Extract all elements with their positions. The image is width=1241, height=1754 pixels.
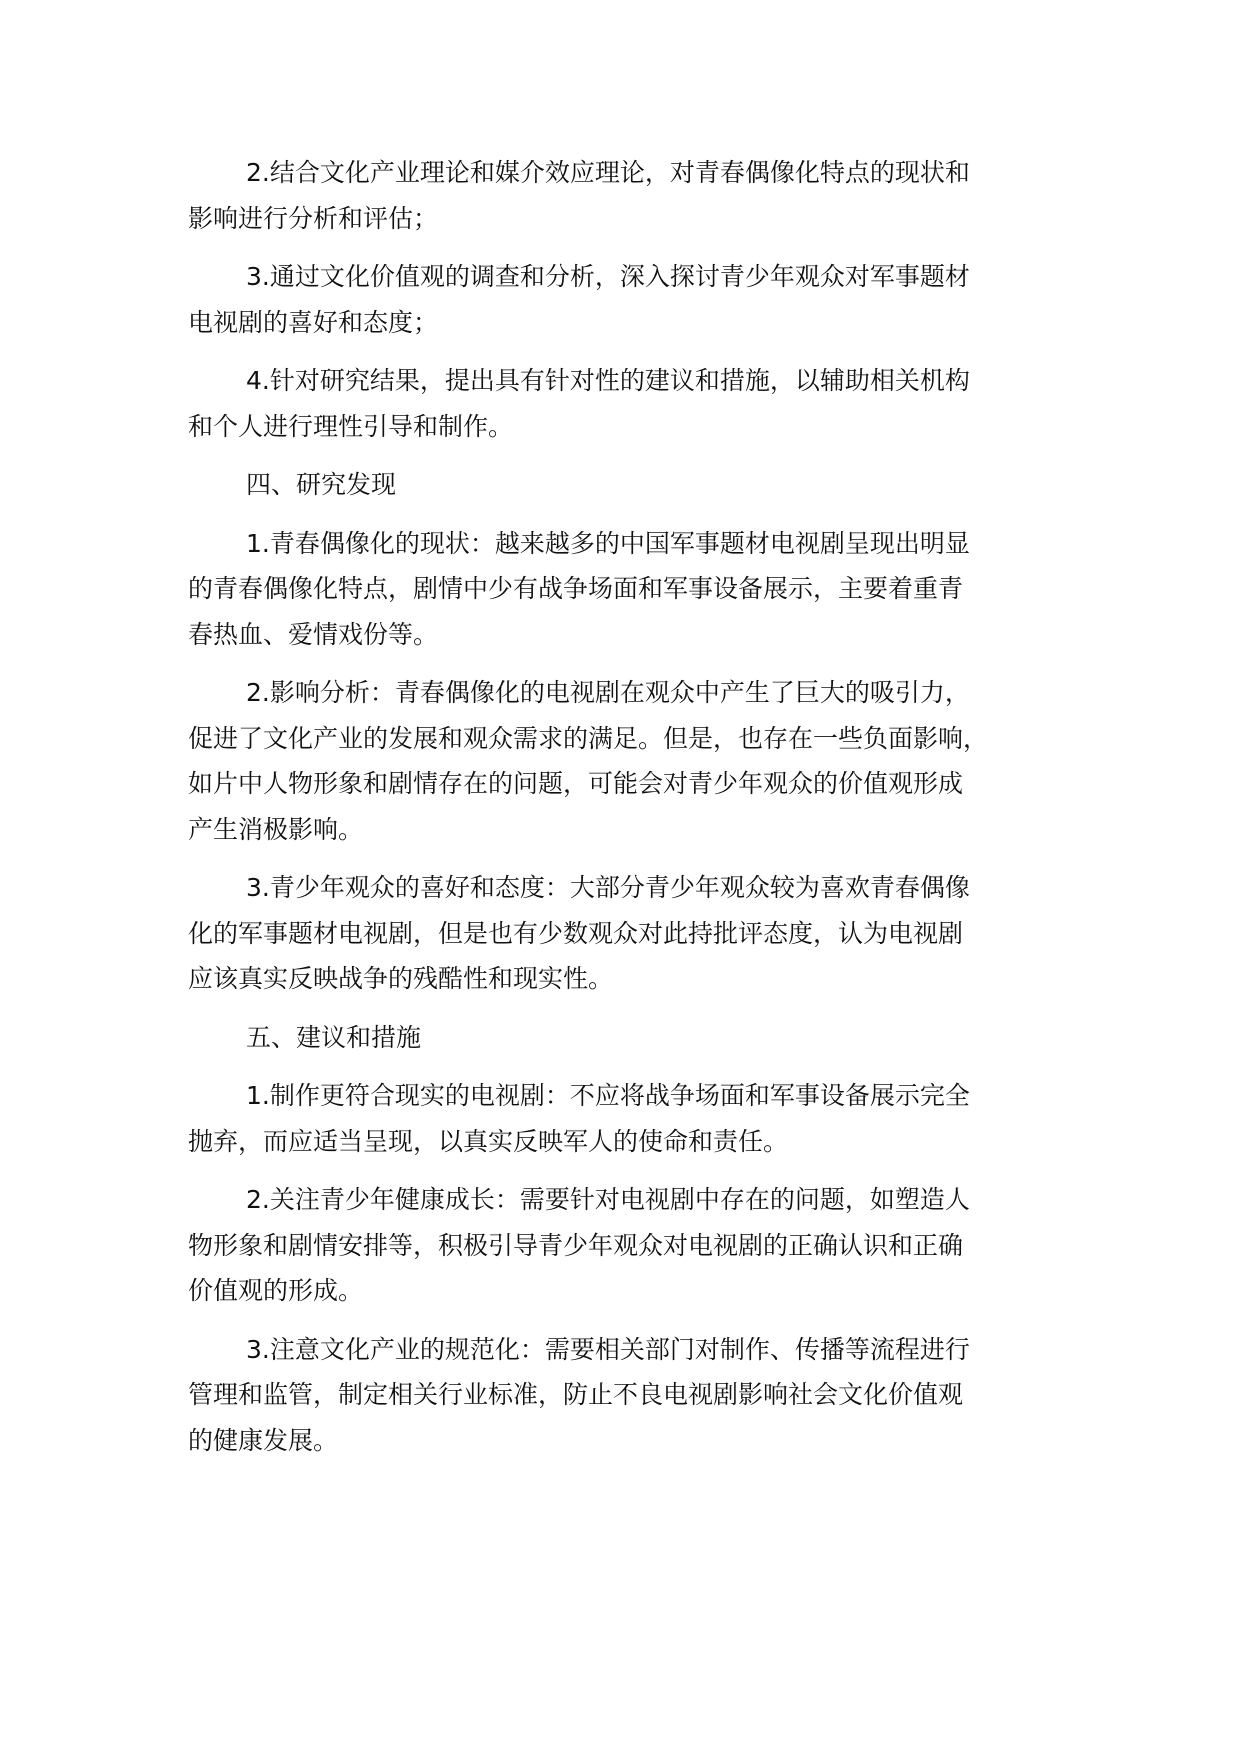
paragraph-line: 抛弃，而应适当呈现，以真实反映军人的使命和责任。 — [188, 1126, 789, 1156]
paragraph — [188, 150, 1088, 241]
paragraph — [188, 670, 1088, 852]
paragraph-line: 1.制作更符合现实的电视剧：不应将战争场面和军事设备展示完全 — [246, 1081, 970, 1110]
paragraph-line: 四、研究发现 — [246, 470, 397, 499]
paragraph — [188, 865, 1088, 1002]
document-body — [188, 150, 1088, 1476]
paragraph — [188, 462, 1088, 508]
paragraph-line: 产生消极影响。 — [188, 814, 364, 844]
paragraph-line: 应该真实反映战争的残酷性和现实性。 — [188, 964, 614, 993]
paragraph-line: 3.青少年观众的喜好和态度：大部分青少年观众较为喜欢青春偶像 — [246, 873, 970, 902]
paragraph — [188, 521, 1088, 658]
paragraph-line: 春热血、爱情戏份等。 — [188, 619, 439, 649]
paragraph-line: 的健康发展。 — [188, 1425, 339, 1455]
paragraph — [188, 1073, 1088, 1164]
paragraph-line: 如片中人物形象和剧情存在的问题，可能会对青少年观众的价值观形成 — [188, 769, 964, 798]
paragraph-line: 2.关注青少年健康成长：需要针对电视剧中存在的问题，如塑造人 — [246, 1185, 970, 1214]
paragraph-line: 管理和监管，制定相关行业标准，防止不良电视剧影响社会文化价值观 — [188, 1380, 964, 1409]
paragraph-line: 2.结合文化产业理论和媒介效应理论，对青春偶像化特点的现状和 — [246, 158, 970, 187]
paragraph-line: 化的军事题材电视剧，但是也有少数观众对此持批评态度，认为电视剧 — [188, 918, 964, 948]
paragraph-line: 和个人进行理性引导和制作。 — [188, 411, 514, 441]
paragraph-line: 4.针对研究结果，提出具有针对性的建议和措施，以辅助相关机构 — [246, 366, 970, 395]
paragraph-line: 的青春偶像化特点，剧情中少有战争场面和军事设备展示，主要着重青 — [188, 574, 964, 603]
paragraph-line: 电视剧的喜好和态度； — [188, 307, 439, 337]
paragraph-line: 物形象和剧情安排等，积极引导青少年观众对电视剧的正确认识和正确 — [188, 1230, 964, 1260]
paragraph-line: 1.青春偶像化的现状：越来越多的中国军事题材电视剧呈现出明显 — [246, 528, 970, 558]
paragraph-line: 3.注意文化产业的规范化：需要相关部门对制作、传播等流程进行 — [246, 1334, 970, 1364]
paragraph-line: 价值观的形成。 — [188, 1276, 364, 1305]
paragraph — [188, 358, 1088, 449]
paragraph-line: 影响进行分析和评估； — [188, 203, 439, 233]
paragraph — [188, 1015, 1088, 1061]
paragraph-line: 3.通过文化价值观的调查和分析，深入探讨青少年观众对军事题材 — [246, 262, 970, 291]
paragraph — [188, 1327, 1088, 1464]
paragraph-line: 促进了文化产业的发展和观众需求的满足。但是，也存在一些负面影响， — [188, 723, 989, 753]
paragraph — [188, 254, 1088, 345]
paragraph — [188, 1177, 1088, 1314]
paragraph-line: 五、建议和措施 — [246, 1022, 422, 1052]
paragraph-line: 2.影响分析：青春偶像化的电视剧在观众中产生了巨大的吸引力， — [246, 678, 970, 707]
